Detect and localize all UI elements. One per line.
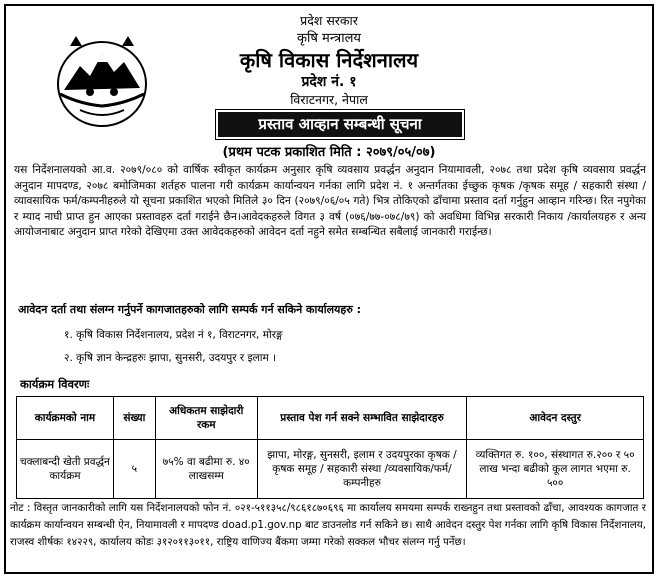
footer-note: नोट : विस्तृत जानकारीको लागि यस निर्देशनालयको फोन नं. ०२१-५११३५८/९८६१८७०६९६ मा कार्यालय समयमा सम्पर्क राख्नहुन तथा प्रस्तावको ढाँचा, आवश्यक कागजात र कार्यक्रम कार्यान्वयन सम्बन्धी ऐन, नियामावली र मापदण्ड doad.p1.gov.np बाट डाउनलोड गर्न सकिने छ। साथै आवेदन दस्तुर पेश गर्नका लागि कृषि विकास निर्देशनालय, राजस्व शीर्षकः १४२२९, कार्यालय कोडः ३१२०११३०११, राष्ट्रिय वाणिज्य बैंकमा जम्मा गरेको सक्कल भौचर संलग्न गर्नु पर्नेछ। [10,502,646,548]
notice-title-banner: प्रस्ताव आव्हान सम्बन्धी सूचना [216,110,464,139]
contact-office-item: २. कृषि ज्ञान केन्द्रहरुः झापा, सुनसरी, उदयपुर र इलाम । [64,352,277,364]
contact-office-item: १. कृषि विकास निर्देशनालय, प्रदेश नं १, विराटनगर, मोरङ्ग [64,329,283,341]
ministry-name: कृषि मन्त्रालय [297,31,361,46]
program-details-heading: कार्यक्रम विवरणः [20,377,90,391]
province-number: प्रदेश नं. १ [301,74,357,90]
province-government-text: प्रदेश सरकार [300,13,358,28]
column-header: संख्या [113,397,155,440]
program-table [16,396,644,499]
column-header: प्रस्ताव पेश गर्न सक्ने सम्भावित साझेदारहरु [257,397,467,440]
publish-date: (प्रथम पटक प्रकाशित मिति : २०७९/०५/०७) [222,145,436,160]
table-header-row [17,397,644,440]
notice-page [4,4,654,574]
application-fee-cell: व्यक्तिगत रु. १००, संस्थागत रु.२०० र ५० लाख भन्दा बढीको कूल लागत भएमा रु. ५०० [467,440,644,499]
directorate-name: कृषि विकास निर्देशनालय [239,48,419,72]
contact-offices-heading: आवेदन दर्ता तथा संलग्न गर्नुपर्ने कागजातहरुको लागि सम्पर्क गर्न सकिने कार्यालयहरु : [18,303,362,316]
notice-body-paragraph: यस निर्देशनालयको आ.व. २०७९/०८० को वार्षिक स्वीकृत कार्यक्रम अनुसार कृषि व्यवसाय प्रवर्द्धन अनुदान नियामावली, २०७८ तथा प्रदेश कृषि व्यवसाय प्रवर्द्धन अनुदान मापदण्ड, २०७८ बमोजिमका शर्तहरु पालना गरी कार्यक्रम कार्यान्वयन गर्नका लागि प्रदेश नं. १ अन्तर्गतका ईच्छुक कृषक /कृषक समूह / सहकारी संस्था /व्यावसायिक फर्म/कम्पनीहरुले यो सूचना प्रकाशित भएको मितिले ३० दिन (२०७९/०६/०५ गते) भित्र तोकिएको ढाँचामा प्रस्ताव दर्ता गर्नुहुन आव्हान गरिन्छ। रित नपुगेका र म्याद नाघी प्राप्त हुन आएका प्रस्तावहरु दर्ता गराईने छैन।आवेदकहरुले विगत ३ वर्ष (०७६/७७-०७८/७९) को अवधिमा विभिन्न सरकारी निकाय /कार्यालयहरु र अन्य आयोजनाबाट अनुदान प्राप्त गरेको देखिएमा उक्त आवेदकहरुको आवेदन दर्ता नहुने समेत सम्बन्धित सबैलाई जानकारी गराईन्छ। [14,164,646,238]
eligible-partners-cell: झापा, मोरङ्ग, सुनसरी, इलाम र उदयपुरका कृषक /कृषक समूह / सहकारी संस्था /व्यवसायिक/फर्म/कम्पनीहरु [257,440,467,499]
count-cell: ५ [113,440,155,499]
table-row [17,440,644,499]
column-header: कार्यक्रमको नाम [17,397,114,440]
column-header: अधिकतम साझेदारी रकम [155,397,257,440]
max-share-amount-cell: ७५% वा बढीमा रु. ४० लाखसम्म [155,440,257,499]
location-text: विराटनगर, नेपाल [290,92,368,107]
column-header: आवेदन दस्तुर [467,397,644,440]
program-name-cell: चक्लाबन्दी खेती प्रवर्द्धन कार्यक्रम [17,440,114,499]
